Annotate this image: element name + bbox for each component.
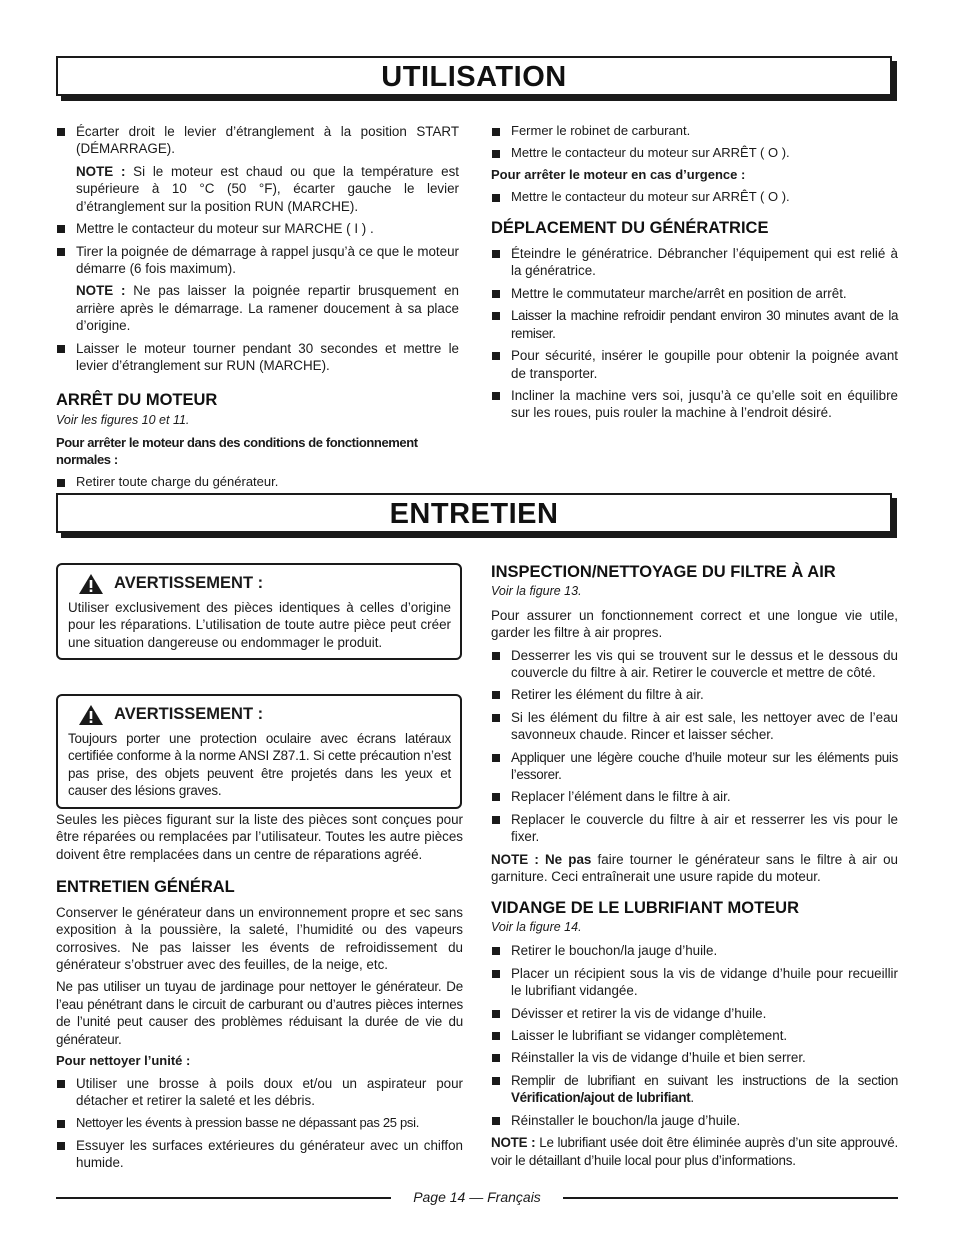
deplacement-heading: DÉPLACEMENT DU GÉNÉRATRICE	[491, 218, 769, 237]
page-number: Page 14 — Français	[413, 1189, 541, 1205]
list-item: Éteindre le génératrice. Débrancher l’équipement qui est relié à la génératrice.	[491, 245, 898, 280]
list-item: Replacer l’élément dans le filtre à air.	[491, 788, 898, 805]
filtre-intro: Pour assurer un fonctionnement correct et une longue vie utile, garder les filtre à air propres.	[491, 607, 898, 641]
arret-subheading: Pour arrêter le moteur dans des conditions de fonctionnement normales :	[56, 435, 418, 468]
list-item: Si les élément du filtre à air est sale, les nettoyer avec de l’eau savonneux chaude. Rincer et laisser sécher.	[491, 709, 898, 744]
warning-text: Utiliser exclusivement des pièces identiques à celles d’origine pour les réparations. L’utilisation de toute autre pièce peut créer une situation dangereuse ou endommager le produit.	[68, 600, 451, 650]
figure-reference: Voir les figures 10 et 11.	[56, 412, 190, 427]
entretien-title: ENTRETIEN	[389, 498, 559, 530]
list-item: Retirer les élément du filtre à air.	[491, 686, 898, 703]
filtre-heading: INSPECTION/NETTOYAGE DU FILTRE À AIR	[491, 563, 836, 581]
entretien-right-column	[491, 548, 898, 1174]
list-item: Écarter droit le levier d’étranglement à la position START (DÉMARRAGE).	[56, 123, 459, 158]
list-item: Appliquer une légère couche d’huile moteur sur les éléments puis l’essorer.	[491, 749, 898, 784]
list-item: Mettre le contacteur du moteur sur ARRÊT ( O ).	[491, 189, 898, 206]
warning-text: Toujours porter une protection oculaire avec écrans latéraux certifiée conforme à la norme ANSI Z87.1. Si cette précaution n’est pas prise, des objets peuvent être projetés dans les yeux et causer des lésions graves.	[68, 731, 451, 799]
list-item: Nettoyer les évents à pression basse ne dépassant pas 25 psi.	[56, 1115, 463, 1132]
list-item: Dévisser et retirer la vis de vidange d’huile.	[491, 1005, 898, 1022]
list-item: Réinstaller la vis de vidange d’huile et bien serrer.	[491, 1049, 898, 1066]
arret-heading: ARRÊT DU MOTEUR	[56, 391, 218, 410]
filtre-note: NOTE : Ne pas faire tourner le générateur sans le filtre à air ou garniture. Ceci entraînerait une usure rapide du moteur.	[491, 851, 898, 885]
note: NOTE : Ne pas laisser la poignée repartir brusquement en arrière après le démarrage. La ramener doucement à sa place d’origine.	[76, 283, 459, 334]
list-item: Mettre le contacteur du moteur sur MARCHE ( I ) .	[56, 220, 459, 237]
vidange-note: NOTE : Le lubrifiant usée doit être éliminée auprès d’un site approuvé. voir le détaillant d’huile local pour plus d’informations.	[491, 1135, 899, 1168]
nettoyer-label: Pour nettoyer l’unité :	[56, 1053, 191, 1069]
general-paragraph: Conserver le générateur dans un environnement propre et sec sans exposition à la poussière, la saleté, l’humidité ou des vapeurs corrosives. Ne pas laisser les évents de refroidissement du générateur s’obstruer avec des feuilles, de la neige, etc.	[56, 904, 463, 972]
list-item: Laisser la machine refroidir pendant environ 30 minutes avant de la remiser.	[491, 307, 898, 342]
warning-title: AVERTISSEMENT :	[114, 574, 264, 593]
list-item: Incliner la machine vers soi, jusqu’à ce qu’elle soit en équilibre sur les roues, puis rouler la machine à l’endroit désiré.	[491, 387, 898, 422]
utilisation-title: UTILISATION	[381, 61, 567, 93]
figure-reference: Voir la figure 14.	[491, 920, 582, 935]
list-item: Retirer toute charge du générateur.	[56, 474, 459, 491]
entretien-left-column	[56, 811, 463, 1177]
utilisation-banner	[56, 56, 892, 96]
pieces-paragraph: Seules les pièces figurant sur la liste des pièces sont conçues pour être réparées ou remplacées par l’utilisateur. Toutes les autre pièces doivent être remplacées dans un centre de réparations agréé.	[56, 812, 463, 862]
utilisation-right-column	[491, 123, 898, 427]
list-item: Desserrer les vis qui se trouvent sur le dessus et le dessous du couvercle du filtre à air. Retirer le couvercle et mettre de côté.	[491, 647, 898, 682]
general-paragraph: Ne pas utiliser un tuyau de jardinage pour nettoyer le générateur. De l’eau pénétrant dans le circuit de carburant ou d’autres pièces internes de l’unité peut causer des problèmes réduisant la durée de vie du générateur.	[56, 979, 463, 1047]
list-item: Placer un récipient sous la vis de vidange d’huile pour recueillir le lubrifiant vidangée.	[491, 965, 898, 1000]
page-footer	[56, 1187, 898, 1207]
entretien-banner	[56, 493, 892, 533]
list-item: Essuyer les surfaces extérieures du générateur avec un chiffon humide.	[56, 1137, 463, 1172]
list-item: Retirer le bouchon/la jauge d’huile.	[491, 942, 898, 959]
list-item: Réinstaller le bouchon/la jauge d’huile.	[491, 1112, 898, 1129]
warning-triangle-icon	[78, 573, 104, 595]
list-item: Fermer le robinet de carburant.	[491, 123, 898, 140]
list-item: Replacer le couvercle du filtre à air et resserrer les vis pour le fixer.	[491, 811, 898, 846]
warning-triangle-icon	[78, 704, 104, 726]
general-heading: ENTRETIEN GÉNÉRAL	[56, 878, 235, 897]
list-item: Remplir de lubrifiant en suivant les instructions de la section Vérification/ajout de lubrifiant.	[491, 1072, 898, 1107]
list-item: Pour sécurité, insérer le goupille pour obtenir la poignée avant de transporter.	[491, 347, 898, 382]
vidange-heading: VIDANGE DE LE LUBRIFIANT MOTEUR	[491, 898, 799, 917]
utilisation-left-column	[56, 123, 459, 496]
note: NOTE : Si le moteur est chaud ou que la température est supérieure à 10 °C (50 °F), écarter gauche le levier d’étranglement sur la position RUN (MARCHE).	[76, 163, 459, 214]
list-item: Mettre le contacteur du moteur sur ARRÊT ( O ).	[491, 145, 898, 162]
list-item: Mettre le commutateur marche/arrêt en position de arrêt.	[491, 285, 898, 302]
warning-box	[56, 694, 462, 809]
figure-reference: Voir la figure 13.	[491, 584, 582, 599]
list-item: Laisser le moteur tourner pendant 30 secondes et mettre le levier d’étranglement sur RUN (MARCHE).	[56, 340, 459, 375]
urgence-label: Pour arrêter le moteur en cas d’urgence :	[491, 166, 746, 182]
list-item: Tirer la poignée de démarrage à rappel jusqu’à ce que le moteur démarre (6 fois maximum).	[56, 243, 459, 278]
warning-title: AVERTISSEMENT :	[114, 705, 264, 724]
warning-box	[56, 563, 462, 660]
list-item: Laisser le lubrifiant se vidanger complètement.	[491, 1027, 898, 1044]
list-item: Utiliser une brosse à poils doux et/ou un aspirateur pour détacher et retirer la saleté et les débris.	[56, 1075, 463, 1110]
